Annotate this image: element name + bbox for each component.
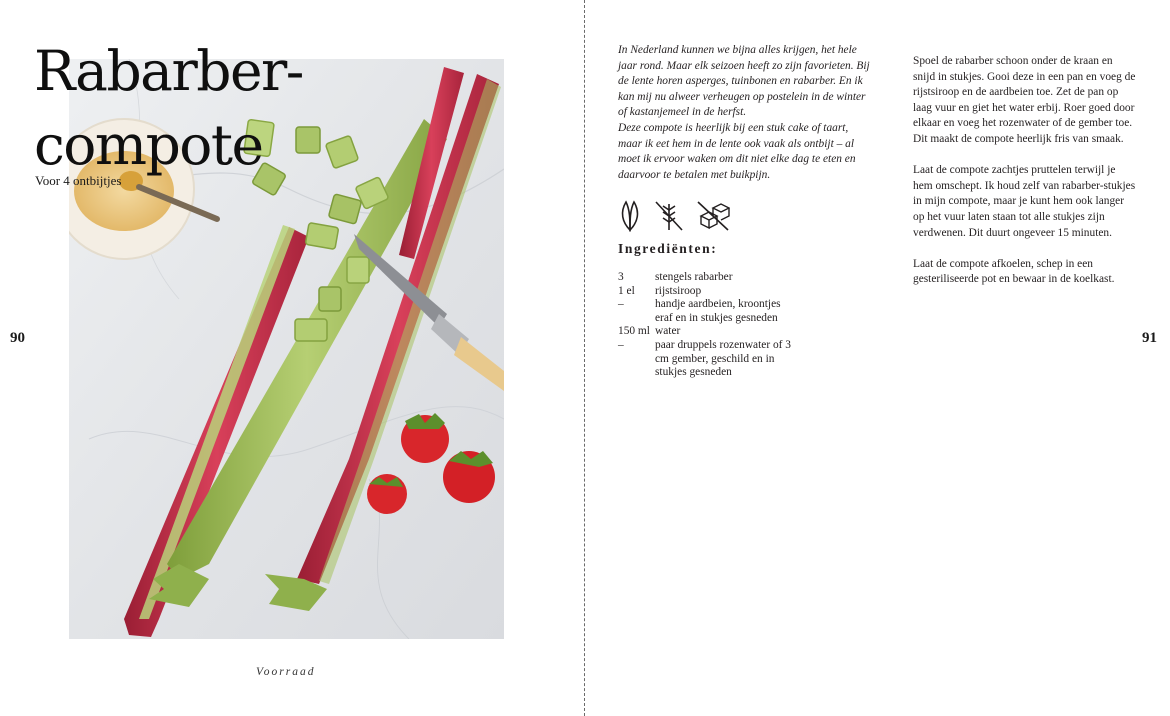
method-paragraph: Laat de compote zachtjes pruttelen terwijl je hem omschept. Ik houd zelf van rabarber-stukjes in mijn compote, maar je kunt hem ook langer op het vuur laten staan tot alle stukjes zijn verdwenen. Dit duurt ongeveer 15 minuten. — [913, 164, 1136, 239]
ingredient-qty: 3 — [618, 271, 624, 283]
ingredient-row — [618, 325, 798, 339]
vegan-leaf-icon — [616, 200, 644, 232]
ingredient-item: paar druppels rozenwater of 3 cm gember, geschild en in stukjes gesneden — [655, 338, 791, 379]
ingredient-qty: – — [618, 338, 624, 351]
diet-icons — [616, 200, 736, 234]
ingredient-row — [618, 339, 798, 380]
ingredient-qty: 1 el — [618, 284, 635, 297]
servings-subtitle: Voor 4 ontbijtjes — [35, 173, 122, 188]
page-number-right: 91 — [1142, 330, 1157, 346]
ingredient-row — [618, 271, 798, 285]
recipe-title-line2: compote — [34, 113, 263, 177]
sugar-free-icon — [696, 200, 730, 232]
recipe-title-line1: Rabarber- — [34, 39, 303, 103]
ingredient-item: stengels rabarber — [655, 271, 733, 283]
page-number-left: 90 — [10, 330, 25, 346]
ingredient-row — [618, 285, 798, 299]
recipe-title — [34, 34, 303, 182]
gluten-free-icon — [654, 200, 684, 232]
ingredients-list — [618, 271, 798, 380]
ingredients-heading: Ingrediënten: — [618, 241, 718, 256]
page-fold-divider — [584, 0, 585, 716]
ingredient-qty: 150 ml — [618, 325, 650, 338]
ingredient-row — [618, 298, 798, 325]
intro-text — [618, 43, 874, 183]
method-text — [913, 54, 1137, 304]
ingredient-item: water — [655, 325, 681, 338]
method-paragraph: Laat de compote afkoelen, schep in een gesteriliseerde pot en bewaar in de koelkast. — [913, 257, 1115, 286]
ingredient-qty: – — [618, 298, 624, 311]
method-paragraph: Spoel de rabarber schoon onder de kraan en snijd in stukjes. Gooi deze in een pan en voeg de rijstsiroop en de aardbeien toe. Zet de pan op laag vuur en giet het water erbij. Roer goed door elkaar en voeg het rozenwater of de gember toe. Dit maakt de compote heerlijk fris van smaak. — [913, 55, 1136, 145]
intro-paragraph: Deze compote is heerlijk bij een stuk cake of taart, maar ik eet hem in de lente ook vaak als ontbijt – al moet ik ervoor waken om dit niet elke dag te eten en daarvoor te betalen met buikpijn. — [618, 121, 856, 181]
ingredient-item: handje aardbeien, kroontjes eraf en in stukjes gesneden — [655, 298, 781, 324]
section-footer: Voorraad — [256, 666, 316, 678]
ingredient-item: rijstsiroop — [655, 284, 702, 297]
intro-paragraph: In Nederland kunnen we bijna alles krijgen, het hele jaar rond. Maar elk seizoen heeft zo zijn favorieten. Bij de lente horen asperges, tuinbonen en rabarber. En ik kan mij nu alweer verheugen op postelein in de winter of kastanjemeel in de herfst. — [618, 44, 870, 119]
